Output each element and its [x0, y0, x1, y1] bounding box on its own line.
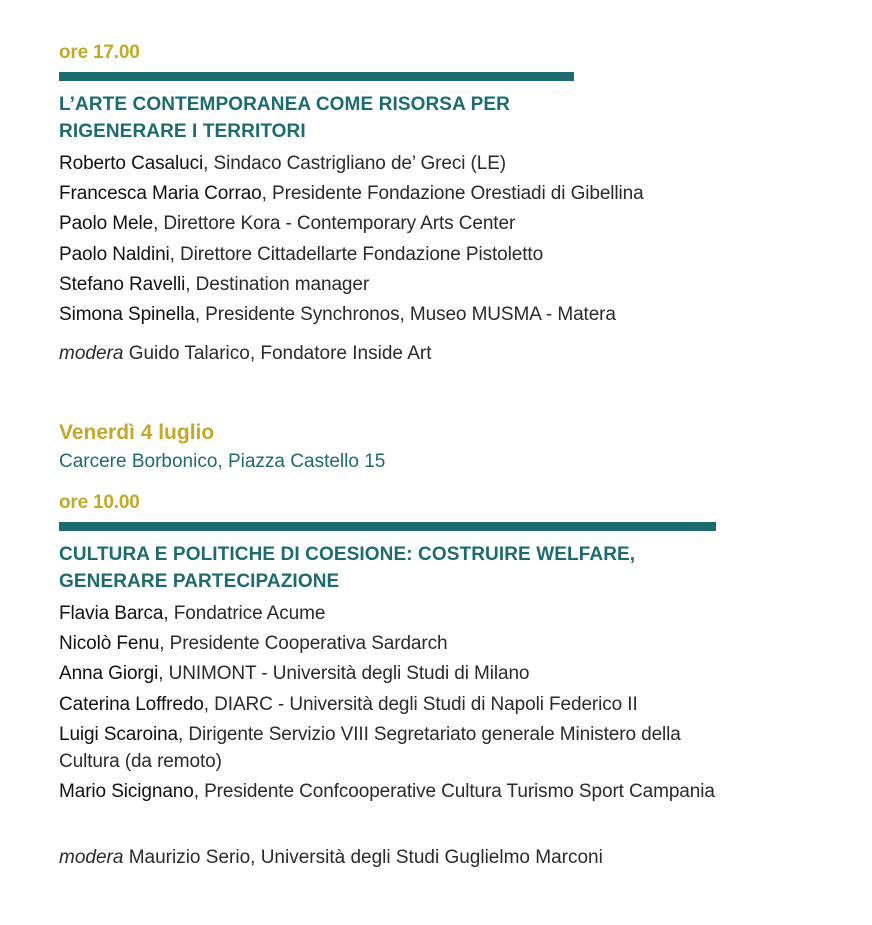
day-heading: Venerdì 4 luglio	[59, 421, 215, 444]
session1-moderator: modera Guido Talarico, Fondatore Inside Art	[59, 343, 432, 364]
session2-title	[59, 541, 799, 595]
list-item: Stefano Ravelli, Destination manager	[59, 273, 370, 295]
list-item: Roberto Casaluci, Sindaco Castrigliano de’ Greci (LE)	[59, 153, 507, 174]
list-item: Caterina Loffredo, DIARC - Università degli Studi di Napoli Federico II	[59, 693, 638, 715]
list-item: Simona Spinella, Presidente Synchronos, Museo MUSMA - Matera	[59, 303, 616, 325]
session2-divider	[59, 522, 716, 531]
session1-speaker-list	[59, 150, 779, 331]
session2-title-line1: CULTURA E POLITICHE DI COESIONE: COSTRUIRE WELFARE,	[59, 544, 636, 565]
session1-title	[59, 91, 779, 145]
list-item: Anna Giorgi, UNIMONT - Università degli Studi di Milano	[59, 663, 530, 685]
list-item: Flavia Barca, Fondatrice Acume	[59, 603, 326, 624]
session1-title-line1: L’ARTE CONTEMPORANEA COME RISORSA PER	[59, 94, 510, 115]
session2-moderator: modera Maurizio Serio, Università degli Studi Guglielmo Marconi	[59, 847, 603, 868]
list-item: Mario Sicignano, Presidente Confcooperative Cultura Turismo Sport Campania	[59, 780, 715, 802]
list-item: Luigi Scaroina, Dirigente Servizio VIII Segretariato generale Ministero della Cultura (da remoto)	[59, 723, 681, 772]
session2-speaker-list	[59, 600, 719, 808]
session1-title-line2: RIGENERARE I TERRITORI	[59, 121, 306, 142]
list-item: Paolo Mele, Direttore Kora - Contemporary Arts Center	[59, 213, 516, 235]
session2-time: ore 10.00	[59, 492, 140, 513]
list-item: Paolo Naldini, Direttore Cittadellarte Fondazione Pistoletto	[59, 243, 544, 265]
list-item: Nicolò Fenu, Presidente Cooperativa Sardarch	[59, 633, 448, 655]
session1-divider	[59, 72, 574, 81]
session1-time: ore 17.00	[59, 42, 140, 63]
venue-text: Carcere Borbonico, Piazza Castello 15	[59, 451, 386, 472]
list-item: Francesca Maria Corrao, Presidente Fondazione Orestiadi di Gibellina	[59, 183, 644, 205]
session2-title-line2: GENERARE PARTECIPAZIONE	[59, 571, 340, 592]
